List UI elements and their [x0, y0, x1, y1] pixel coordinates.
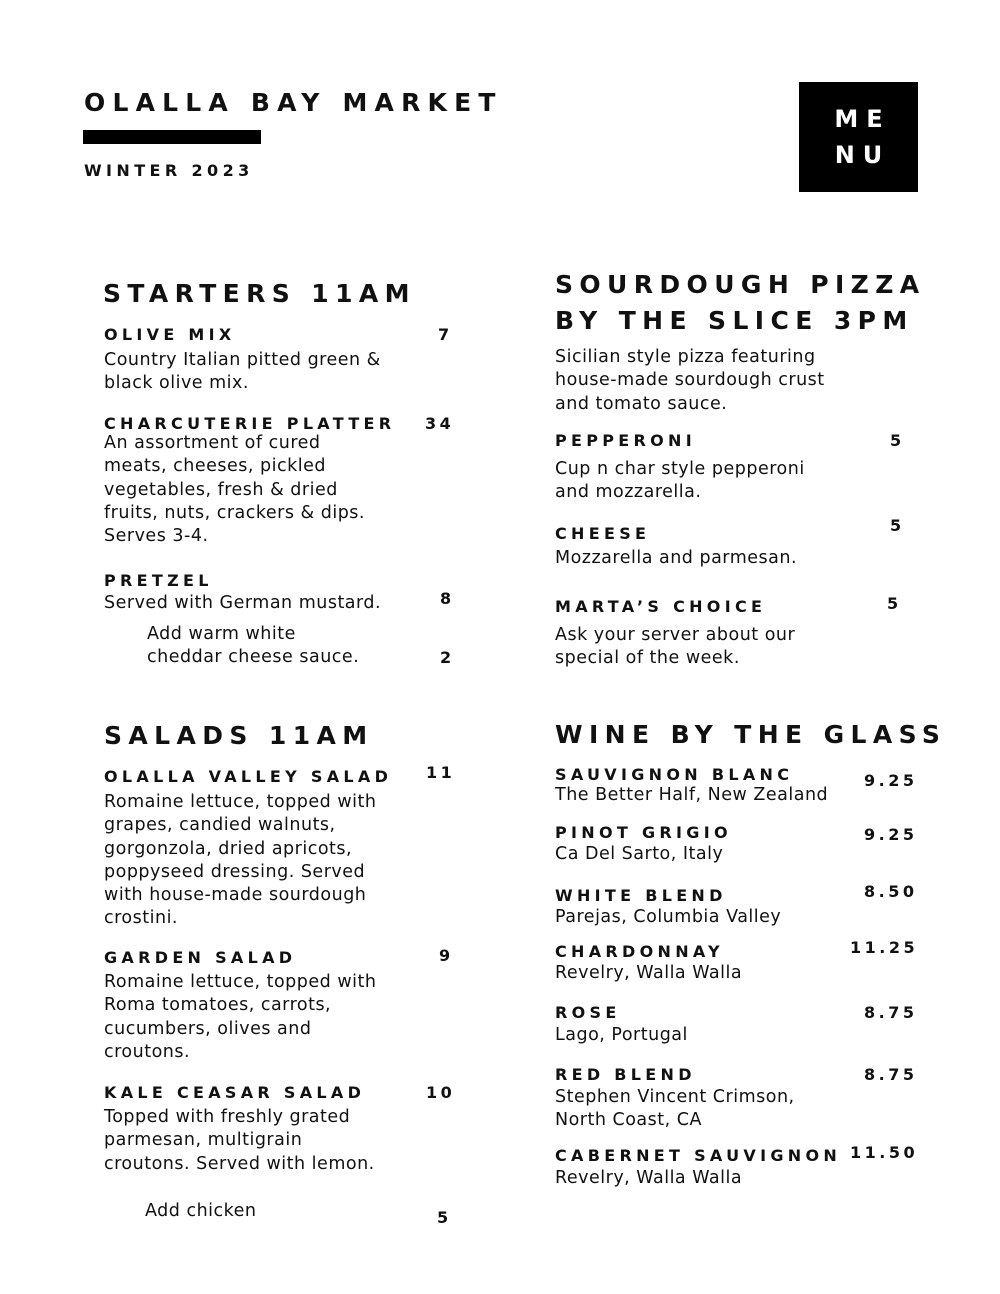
item-price-rose: 8.75: [864, 1003, 918, 1022]
item-name-chardonnay: CHARDONNAY: [555, 942, 724, 961]
desc-line: Topped with freshly grated: [104, 1107, 351, 1127]
item-desc-chardonnay: [555, 962, 742, 985]
desc-line: Parejas, Columbia Valley: [555, 907, 782, 927]
desc-line: parmesan, multigrain: [104, 1130, 303, 1151]
item-price-sauvignon-blanc: 9.25: [864, 771, 918, 790]
item-desc-red-blend: [555, 1086, 795, 1133]
desc-line: Revelry, Walla Walla: [555, 963, 743, 983]
season-label: WINTER 2023: [84, 161, 254, 180]
item-price-pretzel: 8: [440, 589, 455, 608]
desc-line: Add chicken: [145, 1201, 257, 1221]
pizza-intro: [555, 346, 825, 416]
desc-line: Cup n char style pepperoni: [555, 459, 805, 479]
addon-price-cheddar-sauce: 2: [440, 648, 455, 667]
desc-line: Country Italian pitted green &: [104, 350, 381, 370]
addon-cheddar-sauce: [147, 623, 359, 670]
item-price-pepperoni: 5: [890, 431, 905, 450]
item-desc-cheese: [555, 547, 797, 570]
item-desc-pepperoni: [555, 458, 805, 505]
desc-line: black olive mix.: [104, 373, 249, 394]
item-desc-olive-mix: [104, 349, 381, 396]
desc-line: cheddar cheese sauce.: [147, 647, 360, 668]
item-name-olive-mix: OLIVE MIX: [104, 325, 236, 344]
item-price-olalla-valley-salad: 11: [426, 763, 456, 782]
item-name-rose: ROSE: [555, 1003, 621, 1022]
desc-line: croutons. Served with lemon.: [104, 1153, 375, 1174]
item-desc-charcuterie-platter: [104, 432, 365, 548]
item-name-red-blend: RED BLEND: [555, 1065, 696, 1084]
desc-line: grapes, candied walnuts,: [104, 815, 336, 836]
desc-line: house-made sourdough crust: [555, 370, 825, 391]
section-title-wine: WINE BY THE GLASS: [555, 720, 947, 749]
title-underline-bar: [83, 130, 261, 144]
item-price-charcuterie-platter: 34: [425, 414, 455, 433]
section-title-pizza: [555, 267, 926, 339]
addon-price-chicken: 5: [437, 1208, 452, 1227]
item-desc-garden-salad: [104, 971, 376, 1064]
item-price-garden-salad: 9: [439, 946, 454, 965]
menu-badge-line-2: NU: [834, 141, 891, 169]
item-desc-martas-choice: [555, 624, 795, 671]
item-name-pinot-grigio: PINOT GRIGIO: [555, 823, 732, 842]
desc-line: Served with German mustard.: [104, 593, 382, 613]
desc-line: Ask your server about our: [555, 625, 796, 645]
desc-line: croutons.: [104, 1041, 191, 1062]
desc-line: and tomato sauce.: [555, 393, 728, 414]
desc-line: and mozzarella.: [555, 482, 702, 503]
item-desc-cabernet-sauvignon: [555, 1167, 742, 1190]
desc-line: cucumbers, olives and: [104, 1018, 312, 1039]
item-price-red-blend: 8.75: [864, 1065, 918, 1084]
item-price-martas-choice: 5: [887, 594, 902, 613]
item-name-sauvignon-blanc: SAUVIGNON BLANC: [555, 765, 794, 784]
item-desc-rose: [555, 1024, 688, 1047]
item-desc-olalla-valley-salad: [104, 791, 376, 931]
item-desc-sauvignon-blanc: [555, 784, 828, 807]
desc-line: North Coast, CA: [555, 1110, 702, 1131]
desc-line: Romaine lettuce, topped with: [104, 972, 377, 992]
item-price-kale-ceasar-salad: 10: [426, 1083, 456, 1102]
menu-badge-line-1: ME: [834, 105, 891, 133]
desc-line: Sicilian style pizza featuring: [555, 347, 816, 367]
desc-line: with house-made sourdough: [104, 885, 367, 906]
desc-line: Romaine lettuce, topped with: [104, 792, 377, 812]
desc-line: special of the week.: [555, 648, 740, 669]
item-price-pinot-grigio: 9.25: [864, 825, 918, 844]
item-name-pretzel: PRETZEL: [104, 571, 213, 590]
section-title-pizza-line-1: SOURDOUGH PIZZA: [555, 270, 926, 299]
item-name-cabernet-sauvignon: CABERNET SAUVIGNON: [555, 1146, 842, 1165]
menu-badge: [799, 82, 918, 192]
item-name-martas-choice: MARTA’S CHOICE: [555, 597, 767, 616]
item-price-white-blend: 8.50: [864, 882, 918, 901]
desc-line: Stephen Vincent Crimson,: [555, 1087, 795, 1107]
desc-line: vegetables, fresh & dried: [104, 479, 338, 500]
desc-line: fruits, nuts, crackers & dips.: [104, 502, 365, 523]
section-title-pizza-line-2: BY THE SLICE 3PM: [555, 306, 914, 335]
item-desc-kale-ceasar-salad: [104, 1106, 375, 1176]
item-desc-pretzel: [104, 592, 381, 615]
desc-line: gorgonzola, dried apricots,: [104, 838, 353, 859]
desc-line: Lago, Portugal: [555, 1025, 688, 1045]
item-name-olalla-valley-salad: OLALLA VALLEY SALAD: [104, 767, 393, 786]
item-name-kale-ceasar-salad: KALE CEASAR SALAD: [104, 1083, 366, 1102]
desc-line: poppyseed dressing. Served: [104, 861, 366, 882]
desc-line: Roma tomatoes, carrots,: [104, 995, 332, 1016]
desc-line: The Better Half, New Zealand: [555, 785, 829, 805]
item-name-cheese: CHEESE: [555, 524, 651, 543]
item-price-cabernet-sauvignon: 11.50: [850, 1143, 919, 1162]
item-name-white-blend: WHITE BLEND: [555, 886, 727, 905]
desc-line: meats, cheeses, pickled: [104, 456, 326, 477]
item-price-chardonnay: 11.25: [850, 938, 919, 957]
item-name-garden-salad: GARDEN SALAD: [104, 948, 297, 967]
item-price-olive-mix: 7: [438, 325, 453, 344]
item-name-pepperoni: PEPPERONI: [555, 431, 697, 450]
section-title-starters: STARTERS 11AM: [103, 279, 416, 308]
restaurant-name: OLALLA BAY MARKET: [84, 88, 503, 117]
desc-line: crostini.: [104, 908, 178, 929]
item-desc-pinot-grigio: [555, 843, 723, 866]
desc-line: An assortment of cured: [104, 433, 321, 453]
item-name-charcuterie-platter: CHARCUTERIE PLATTER: [104, 414, 396, 433]
desc-line: Add warm white: [147, 624, 296, 644]
desc-line: Serves 3-4.: [104, 526, 209, 547]
item-price-cheese: 5: [890, 516, 905, 535]
desc-line: Mozzarella and parmesan.: [555, 548, 798, 568]
desc-line: Revelry, Walla Walla: [555, 1168, 743, 1188]
section-title-salads: SALADS 11AM: [104, 721, 374, 750]
addon-chicken: [145, 1200, 257, 1223]
desc-line: Ca Del Sarto, Italy: [555, 844, 724, 864]
item-desc-white-blend: [555, 906, 781, 929]
